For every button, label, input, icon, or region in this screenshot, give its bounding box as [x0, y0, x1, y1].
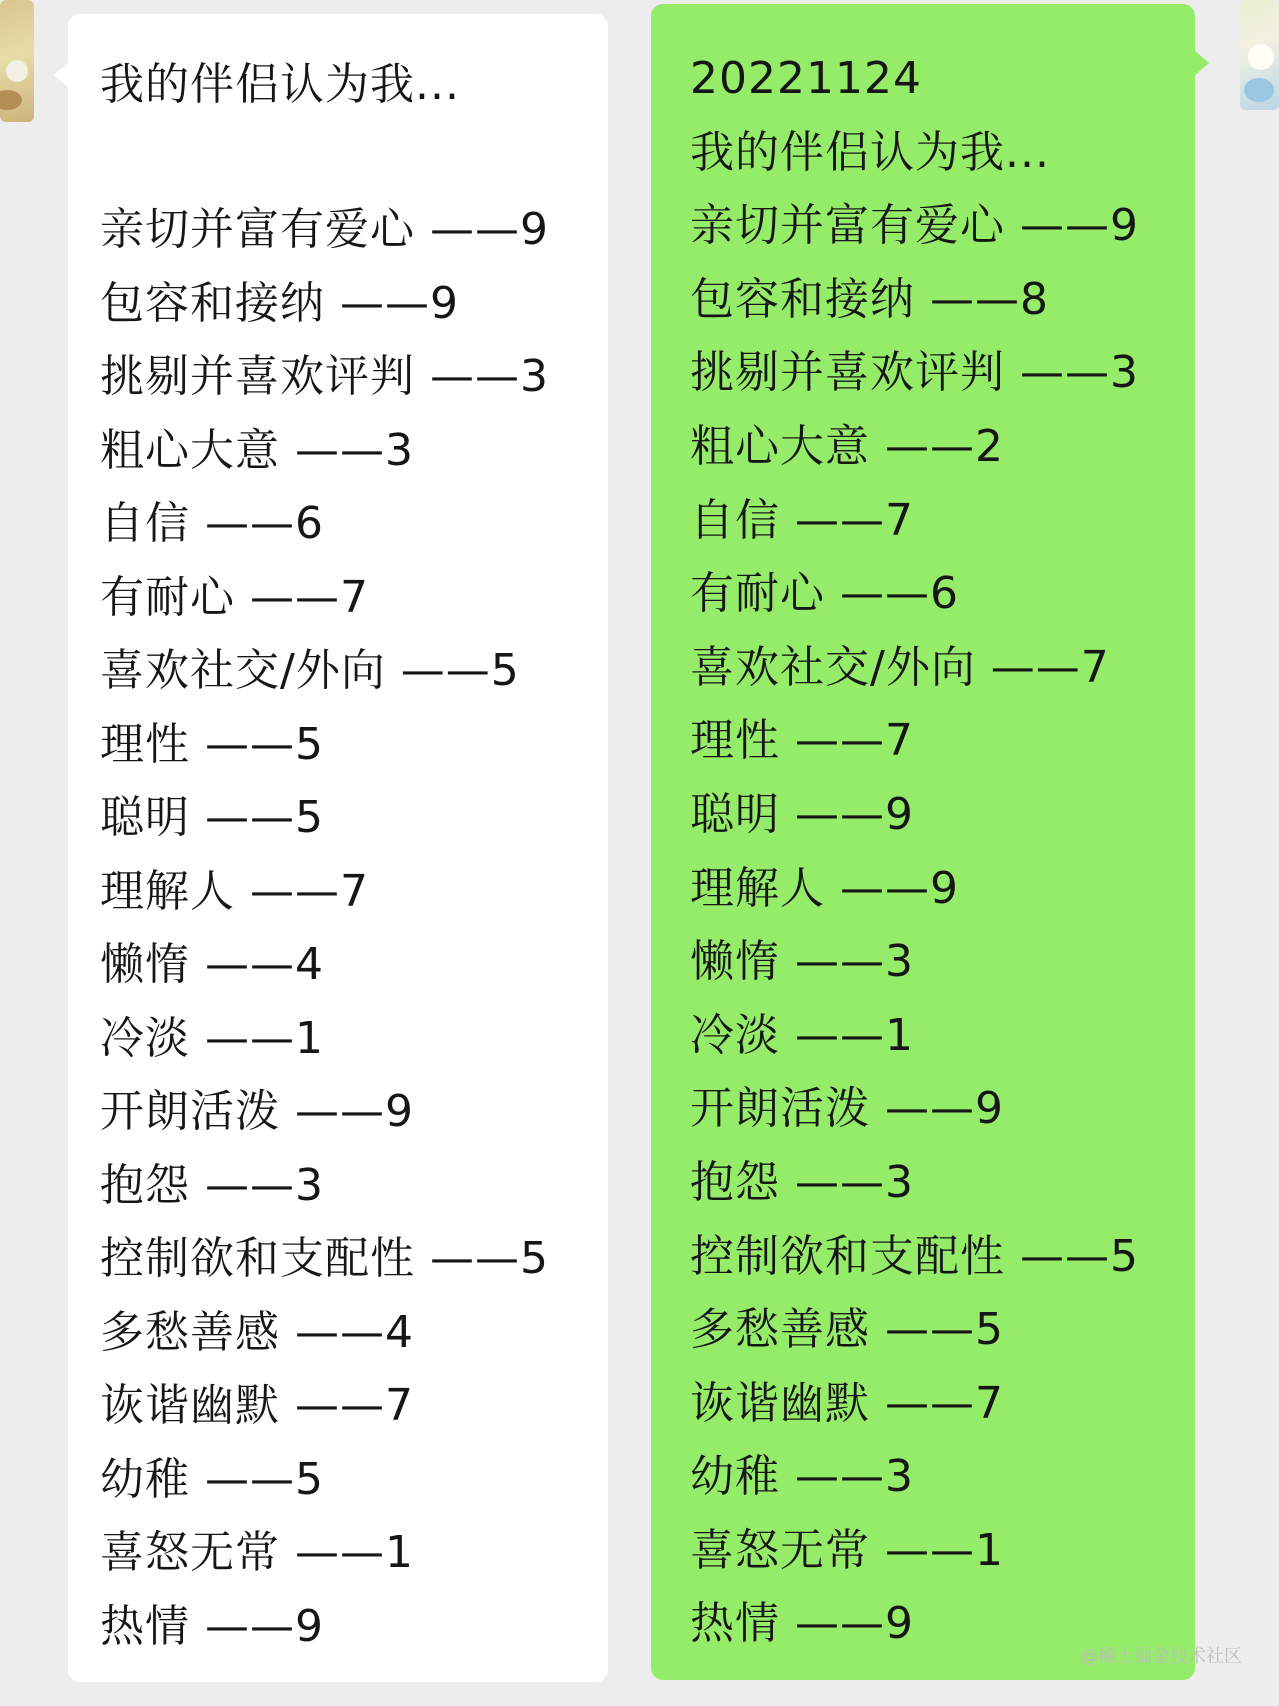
- rating-item: 聪明 ——9: [690, 788, 914, 840]
- rating-item: 自信 ——7: [690, 494, 914, 546]
- rating-item: 挑剔并喜欢评判 ——3: [690, 347, 1139, 399]
- rating-item: 包容和接纳 ——8: [690, 273, 1049, 325]
- rating-item: 喜欢社交/外向 ——7: [690, 641, 1110, 693]
- rating-item: 幼稚 ——5: [100, 1453, 324, 1505]
- rating-item: 开朗活泼 ——9: [690, 1083, 1004, 1135]
- rating-item: 喜怒无常 ——1: [100, 1527, 414, 1578]
- rating-item: 亲切并富有爱心 ——9: [690, 200, 1139, 252]
- rating-item: 有耐心 ——7: [100, 571, 369, 623]
- rating-list: [690, 189, 1195, 1661]
- rating-item: 包容和接纳 ——9: [100, 277, 459, 329]
- rating-item: 理性 ——5: [100, 718, 324, 770]
- rating-item: 热情 ——9: [100, 1600, 324, 1652]
- watermark: @稀土掘金技术社区: [1080, 1646, 1242, 1667]
- rating-item: 抱怨 ——3: [690, 1156, 914, 1208]
- rating-item: 理性 ——7: [690, 715, 914, 767]
- rating-item: 懒惰 ——3: [690, 936, 914, 988]
- rating-item: 有耐心 ——6: [690, 568, 959, 620]
- self-avatar[interactable]: [1240, 0, 1279, 110]
- rating-item: 冷淡 ——1: [690, 1009, 914, 1061]
- message-title: 我的伴侣认为我...: [690, 126, 1050, 178]
- rating-item: 粗心大意 ——3: [100, 424, 414, 476]
- blank-line: [100, 120, 608, 193]
- rating-item: 懒惰 ——4: [100, 939, 324, 990]
- rating-item: 开朗活泼 ——9: [100, 1086, 414, 1137]
- received-message-bubble[interactable]: [68, 14, 608, 1682]
- rating-item: 挑剔并喜欢评判 ——3: [100, 351, 549, 402]
- avatar-figure: [0, 90, 22, 110]
- rating-item: 控制欲和支配性 ——5: [100, 1233, 549, 1284]
- rating-item: 聪明 ——5: [100, 792, 324, 843]
- rating-list: [100, 193, 608, 1663]
- message-date: 20221124: [690, 53, 922, 104]
- avatar-figure: [6, 60, 28, 82]
- rating-item: 喜怒无常 ——1: [690, 1524, 1004, 1576]
- rating-item: 诙谐幽默 ——7: [100, 1380, 414, 1431]
- rating-item: 抱怨 ——3: [100, 1159, 324, 1211]
- rating-item: 诙谐幽默 ——7: [690, 1377, 1004, 1429]
- rating-item: 喜欢社交/外向 ——5: [100, 645, 520, 696]
- rating-item: 冷淡 ——1: [100, 1012, 324, 1064]
- message-title: 我的伴侣认为我...: [100, 59, 460, 110]
- rating-item: 控制欲和支配性 ——5: [690, 1230, 1139, 1282]
- avatar-figure: [1244, 78, 1274, 102]
- rating-item: 自信 ——6: [100, 498, 324, 549]
- rating-item: 粗心大意 ——2: [690, 420, 1004, 472]
- rating-item: 幼稚 ——3: [690, 1451, 914, 1503]
- rating-item: 亲切并富有爱心 ——9: [100, 204, 549, 255]
- rating-item: 理解人 ——7: [100, 865, 369, 917]
- rating-item: 热情 ——9: [690, 1598, 914, 1650]
- sent-message-bubble[interactable]: [651, 4, 1195, 1680]
- rating-item: 理解人 ——9: [690, 862, 959, 914]
- rating-item: 多愁善感 ——5: [690, 1304, 1004, 1356]
- sender-avatar[interactable]: [0, 0, 34, 122]
- rating-item: 多愁善感 ——4: [100, 1306, 414, 1358]
- avatar-figure: [1248, 44, 1274, 70]
